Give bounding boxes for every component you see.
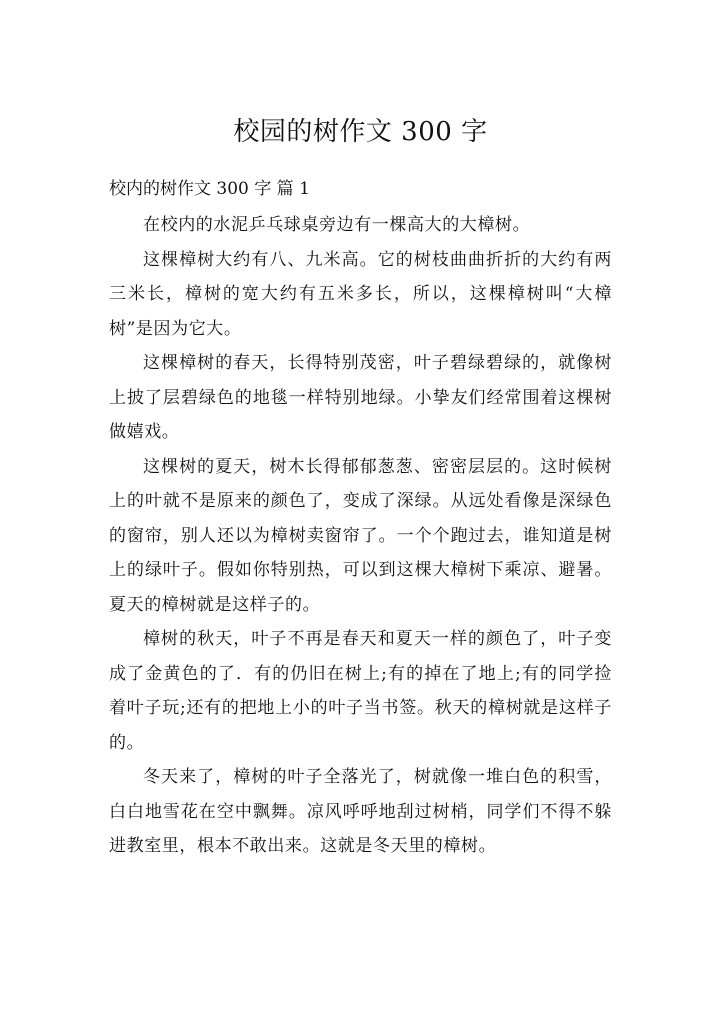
document-title: 校园的树作文 300 字 [233,117,488,147]
paragraph-6: 冬天来了，樟树的叶子全落光了，树就像一堆白色的积雪，白白地雪花在空中飘舞。凉风呼呼地刮过树梢，同学们不得不躲进教室里，根本不敢出来。这就是冬天里的樟树。 [109,767,612,856]
section-heading: 校内的树作文 300 字 篇 1 [109,179,310,199]
paragraph-4: 这棵树的夏天，树木长得郁郁葱葱、密密层层的。这时候树上的叶就不是原来的颜色了，变成了深绿。从远处看像是深绿色的窗帘，别人还以为樟树卖窗帘了。一个个跑过去，谁知道是树上的绿叶子。假如你特别热，可以到这棵大樟树下乘凉、避暑。夏天的樟树就是这样子的。 [109,456,612,615]
paragraph-2: 这棵樟树大约有八、九米高。它的树枝曲曲折折的大约有两三米长，樟树的宽大约有五米多长，所以，这棵樟树叫“大樟树”是因为它大。 [109,249,612,339]
paragraph-1: 在校内的水泥乒乓球桌旁边有一棵高大的大樟树。 [143,215,531,235]
paragraph-5: 樟树的秋天，叶子不再是春天和夏天一样的颜色了，叶子变成了金黄色的了．有的仍旧在树上;有的掉在了地上;有的同学捡着叶子玩;还有的把地上小的叶子当书签。秋天的樟树就是这样子的。 [109,629,612,753]
paragraph-3: 这棵樟树的春天，长得特别茂密，叶子碧绿碧绿的，就像树上披了层碧绿色的地毯一样特别地绿。小挚友们经常围着这棵树做嬉戏。 [109,353,612,442]
